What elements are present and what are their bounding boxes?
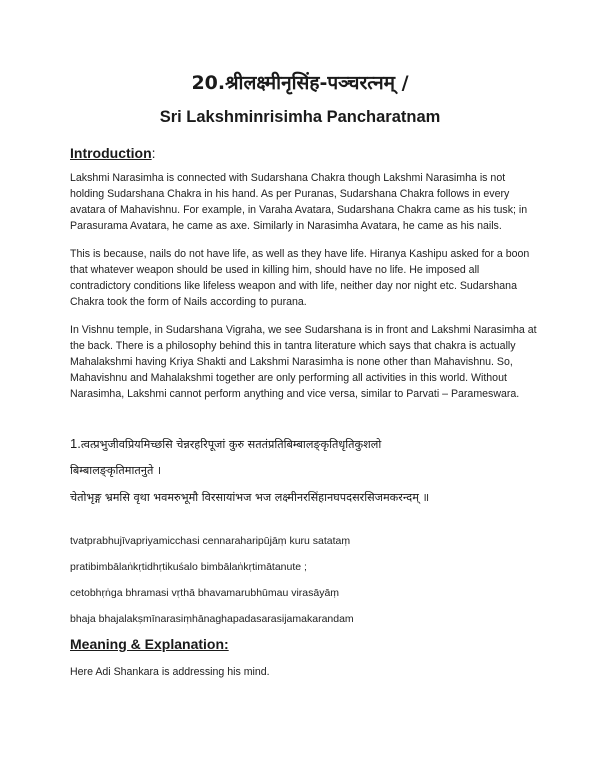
introduction-paragraph-1: Lakshmi Narasimha is connected with Sudarshana Chakra though Lakshmi Narasimha is not holding Sudarshana Chakra in his hand. As per Puranas, Sudarshana Chakra follows in every avatara of Mahavishnu. For example, in Varaha Avatara, Sudarshana Chakra came as his tusk; in Parasurama Avatara, he came as axe. Similarly in Narasimha Avatara, he came as his nails. (70, 172, 528, 232)
verse-1-line-1 (70, 436, 550, 452)
transliteration-line-1: tvatprabhujīvapriyamicchasi cennaraharipūjāṃ kuru satataṃ (70, 535, 351, 547)
verse-1-line-2: बिम्बालङ्कृतिमातनुते । (70, 464, 162, 477)
transliteration-line-4: bhaja bhajalakṣmīnarasiṃhānaghapadasarasijamakarandam (70, 613, 354, 625)
meaning-heading (70, 636, 229, 652)
meaning-heading-text: Meaning & Explanation: (70, 636, 229, 652)
verse-1-line-1-text: त्वत्प्रभुजीवप्रियमिच्छसि चेन्नरहरिपूजां कुरु सततंप्रतिबिम्बालङ्कृतिधृतिकुशलो (80, 438, 382, 451)
introduction-paragraph-2: This is because, nails do not have life, as well as they have life. Hiranya Kashipu asked for a boon that whatever weapon should be used in killing him, should have no life. He imposed all contradictory conditions like lifeless weapon and with life, neither day nor night etc. Sudarshana Chakra took the form of Nails according to purana. (70, 248, 530, 308)
transliteration-line-3: cetobhṛṅga bhramasi vṛthā bhavamarubhūmau virasāyāṃ (70, 587, 340, 599)
verse-1-line-3: चेतोभृङ्ग भ्रमसि वृथा भवमरुभूमौ विरसायांभज भज लक्ष्मीनरसिंहानघपदसरसिजमकरन्दम् ॥ (70, 491, 430, 504)
transliteration-line-2: pratibimbālaṅkṛtidhṛtikuśalo bimbālaṅkṛtimātanute ; (70, 561, 307, 573)
introduction-heading-text: Introduction (70, 145, 152, 161)
meaning-text: Here Adi Shankara is addressing his mind. (70, 666, 270, 678)
verse-number: 1. (70, 436, 81, 451)
document-title: 20.श्रीलक्ष्मीनृसिंह-पञ्चरत्नम् / (191, 72, 409, 94)
introduction-paragraph-3: In Vishnu temple, in Sudarshana Vigraha, we see Sudarshana is in front and Lakshmi Narasimha at the back. There is a philosophy behind this in tantra literature which says that chakra is actually Mahalakshmi having Kriya Shakti and Lakshmi Narasimha is none other than Mahavishnu. So, Mahavishnu and Mahalakshmi together are only performing all activities in this world. Without Narasimha, Lakshmi cannot perform anything and vice versa, similar to Parvati – Parameswara. (70, 324, 537, 400)
introduction-heading (70, 145, 156, 161)
introduction-heading-colon: : (151, 145, 156, 161)
document-subtitle: Sri Lakshminrisimha Pancharatnam (159, 108, 441, 126)
